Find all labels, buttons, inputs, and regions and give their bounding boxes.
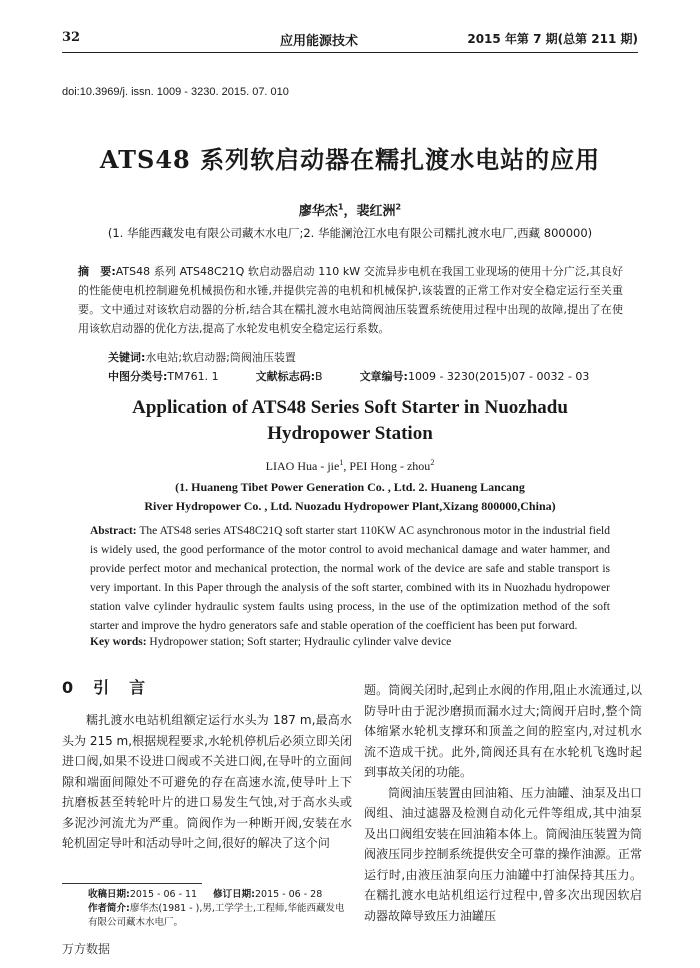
article-no-value: 1009 - 3230(2015)07 - 0032 - 03 (407, 370, 590, 383)
issue-info: 2015 年第 7 期(总第 211 期) (467, 32, 638, 46)
author-bio: 廖华杰(1981 - ),男,工学学士,工程师,华能西藏发电有限公司藏木水电厂。 (88, 903, 345, 928)
body-column-left (62, 710, 352, 854)
footnote (88, 888, 352, 930)
author-sep: ， (343, 204, 357, 219)
received-date: 2015 - 06 - 11 (129, 889, 198, 900)
body-paragraph: 糯扎渡水电站机组额定运行水头为 187 m,最高水头为 215 m,根据规程要求,水轮机停机后必须立即关闭进口阀,如果不设进口阀或不关进口阀,在导叶的立面间隙和端面间隙处不可避免的存在高速水流,使导叶上下抗磨板甚至转轮叶片的进口易发生气蚀,对于高水头或多泥沙河流尤为严重。筒阀作为一种断开阀,安装在水轮机固定导叶和活动导叶之间,很好的解决了这个问 (62, 713, 352, 850)
clc-value: TM761. 1 (167, 370, 219, 383)
abstract-en (90, 522, 610, 636)
article-no-label: 文章编号: (359, 370, 408, 383)
footnote-author (88, 902, 352, 930)
doc-code-label: 文献标志码: (255, 370, 316, 383)
authors-en (0, 458, 700, 474)
doc-code-value: B (315, 370, 323, 383)
title-en-line1: Application of ATS48 Series Soft Starter in Nuozhadu (132, 397, 568, 418)
section-heading (62, 675, 147, 698)
abstract-en-label: Abstract: (90, 525, 137, 537)
keywords-cn (108, 349, 296, 365)
journal-name: 应用能源技术 (280, 34, 359, 49)
title-cn: ATS48 系列软启动器在糯扎渡水电站的应用 (99, 145, 601, 174)
revised-date: 2015 - 06 - 28 (254, 889, 323, 900)
classification-line (108, 368, 589, 384)
footnote-dates (88, 888, 352, 902)
author-2-cn: 裴红洲 (356, 204, 396, 219)
keywords-cn-text: 水电站;软启动器;筒阀油压装置 (145, 351, 296, 364)
affiliation-en-line2: River Hydropower Co. , Ltd. Nuozadu Hydropower Plant,Xizang 800000,China) (144, 499, 556, 513)
header-rule (62, 52, 638, 53)
section-title-char-1: 引 (93, 678, 112, 697)
author-1-sup: 1 (337, 202, 344, 212)
keywords-en (90, 636, 610, 648)
title-en (0, 395, 700, 447)
abstract-cn-text: ATS48 系列 ATS48C21Q 软启动器启动 110 kW 交流异步电机在我国工业现场的使用十分广泛,其良好的性能使电机控制避免机械损伤和水锤,并提供完善的电机和机械保护,该装置的正常工作对安全稳定运行至关重要。文中通过对该软启动器的分析,结合其在糯扎渡水电站筒阀油压装置系统使用过程中出现的故障,提出了在使用该软启动器的优化方法,提高了水轮发电机安全稳定运行系数。 (78, 265, 623, 335)
footnote-rule (62, 883, 202, 884)
source-watermark: 万方数据 (62, 942, 111, 956)
body-paragraph: 题。筒阀关闭时,起到止水阀的作用,阻止水流通过,以防导叶由于泥沙磨损而漏水过大;筒阀开启时,整个筒体缩紧水轮机支撑环和顶盖之间的腔室内,对过机水流不造成干扰。此外,筒阀还具有在水轮机飞逸时起到事故关闭的功能。 (364, 683, 642, 779)
affiliation-cn: (1. 华能西藏发电有限公司藏木水电厂;2. 华能澜沧江水电有限公司糯扎渡水电厂,西藏 800000) (107, 226, 593, 240)
author-2-sup: 2 (395, 202, 402, 212)
body-paragraph: 筒阀油压装置由回油箱、压力油罐、油泵及出口阀组、油过滤器及检测自动化元件等组成,其中油泵及出口阀组安装在回油箱本体上。筒阀油压装置为筒阀液压同步控制系统提供安全可靠的操作油源。正常运行时,由液压油泵向压力油罐中打油保持其压力。在糯扎渡水电站机组运行过程中,曾多次出现因软启动器故障导致压力油罐压 (364, 785, 642, 923)
abstract-cn-label: 摘 要: (78, 265, 116, 278)
author-2-en-sup: 2 (430, 458, 435, 467)
abstract-en-text: The ATS48 series ATS48C21Q soft starter start 110KW AC asynchronous motor in the industrial field is widely used, the good performance of the motor control to avoid mechanical damage and water hammer, and provide perfect motor and mechanical protection, the normal work of the device are safe and stable transport is very important. In this Paper through the analysis of the soft starter, combined with its in Nuozhadu hydropower station valve cylinder hydraulic system faults using process, in the use of the optimization method of the soft starter and improve the hydro generators safe and stable operation of the coefficient has been put forward. (90, 525, 610, 632)
section-number: 0 (62, 678, 76, 697)
author-1-cn: 廖华杰 (298, 204, 338, 219)
abstract-cn (78, 262, 623, 338)
author-bio-label: 作者简介: (88, 903, 130, 914)
doi: doi:10.3969/j. issn. 1009 - 3230. 2015. 07. 010 (62, 86, 289, 98)
author-1-en: LIAO Hua - jie (265, 459, 340, 473)
section-title-char-2: 言 (129, 678, 148, 697)
keywords-cn-label: 关键词: (108, 351, 146, 364)
authors-cn (0, 200, 700, 219)
affiliation-en-line1: (1. Huaneng Tibet Power Generation Co. , Ltd. 2. Huaneng Lancang (175, 480, 525, 494)
body-column-right (364, 680, 642, 926)
clc-label: 中图分类号: (108, 370, 168, 383)
revised-label: 修订日期: (213, 889, 255, 900)
title-en-line2: Hydropower Station (267, 423, 433, 444)
affiliation-en (0, 478, 700, 516)
author-en-sep: , (343, 459, 350, 473)
author-2-en: PEI Hong - zhou (349, 459, 431, 473)
author-1-en-sup: 1 (339, 458, 344, 467)
page-number: 32 (62, 30, 81, 45)
received-label: 收稿日期: (88, 889, 130, 900)
keywords-en-text: Hydropower station; Soft starter; Hydraulic cylinder valve device (149, 636, 452, 648)
keywords-en-label: Key words: (90, 636, 147, 648)
